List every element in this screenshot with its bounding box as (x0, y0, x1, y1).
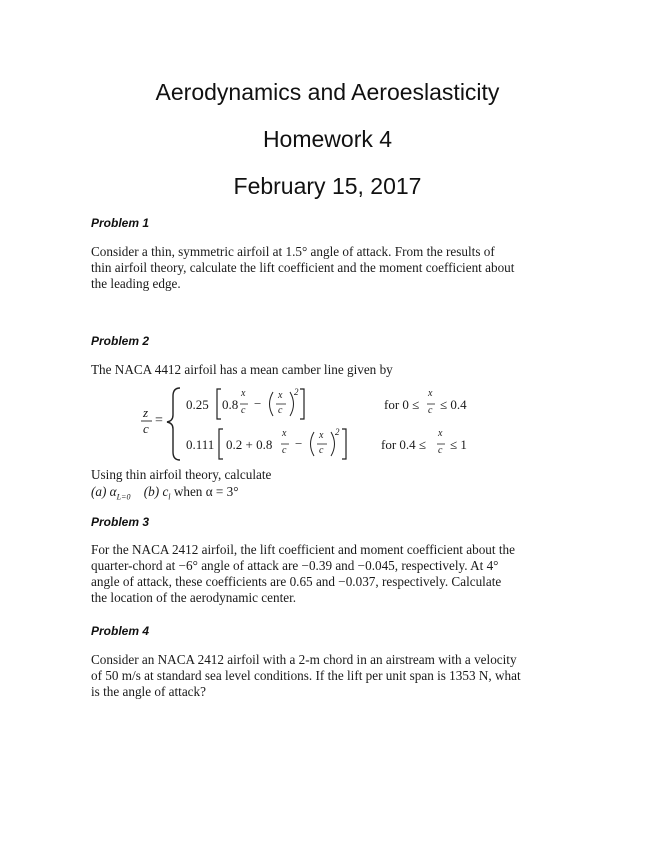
row2-exponent: 2 (335, 427, 340, 437)
part-a-subscript: L=0 (116, 492, 131, 502)
problem-2-heading: Problem 2 (91, 334, 150, 348)
row1-cond-den: c (428, 405, 433, 416)
row1-paren-left (270, 392, 274, 416)
row2-term: 0.2 + 0.8 (226, 437, 273, 452)
row1-exponent: 2 (294, 387, 299, 397)
problem-1-line: Consider a thin, symmetric airfoil at 1.5° angle of attack. From the results of (91, 244, 495, 259)
row2-cond-den: c (438, 445, 443, 456)
problem-1-line: the leading edge. (91, 276, 181, 291)
row2-minus: − (295, 436, 303, 451)
row2-paren-left (311, 432, 315, 456)
row1-frac2-num: x (278, 390, 283, 401)
row2-frac1-den: c (282, 445, 287, 456)
problem-3-line: quarter-chord at −6° angle of attack are −0.39 and −0.045, respectively. At 4° (91, 558, 499, 573)
row1-cond-post: ≤ 0.4 (440, 397, 467, 412)
row1-coef: 0.25 (186, 397, 209, 412)
part-b-rest: when α = 3° (170, 484, 239, 499)
row1-left-bracket (217, 389, 221, 419)
row1-frac1-num: x (241, 388, 246, 399)
problem-4-line: is the angle of attack? (91, 684, 206, 699)
eq-lhs-den: c (143, 421, 149, 436)
problem-3-heading: Problem 3 (91, 515, 150, 529)
row2-coef: 0.111 (186, 437, 215, 452)
problem-3-line: the location of the aerodynamic center. (91, 590, 297, 605)
row2-right-bracket (342, 429, 346, 459)
row1-minus: − (254, 396, 262, 411)
problem-1-heading: Problem 1 (91, 216, 150, 230)
row2-left-bracket (219, 429, 223, 459)
problem-3-text (91, 542, 531, 606)
eq-equals: = (155, 413, 163, 428)
row2-frac1-num: x (282, 428, 287, 439)
homework-number: Homework 4 (262, 126, 393, 152)
problem-4-heading: Problem 4 (91, 624, 150, 638)
row1-right-bracket (300, 389, 304, 419)
row1-frac1-den: c (241, 405, 246, 416)
problem-4-line: of 50 m/s at standard sea level conditions. If the lift per unit span is 1353 N, what (91, 668, 521, 683)
row2-frac2-den: c (319, 445, 324, 456)
piecewise-brace (167, 388, 180, 460)
row1-paren-right (290, 392, 294, 416)
row1-cond-pre: for 0 ≤ (384, 397, 420, 412)
row2-frac2-num: x (319, 430, 324, 441)
problem-3-line: angle of attack, these coefficients are 0.65 and −0.037, respectively. Calculate (91, 574, 502, 589)
row2-cond-pre: for 0.4 ≤ (381, 437, 427, 452)
row2-paren-right (331, 432, 335, 456)
problem-4-line: Consider an NACA 2412 airfoil with a 2-m chord in an airstream with a velocity (91, 652, 517, 667)
part-b: (b) c (143, 484, 169, 499)
problem-1-text (91, 244, 531, 292)
problem-2-after: Using thin airfoil theory, calculate (91, 467, 272, 482)
row2-cond-post: ≤ 1 (450, 437, 467, 452)
problem-1-line: thin airfoil theory, calculate the lift coefficient and the moment coefficient about (91, 260, 515, 275)
row1-cond-num: x (428, 388, 433, 399)
problem-2-intro: The NACA 4412 airfoil has a mean camber line given by (91, 362, 393, 377)
part-a: (a) α (91, 484, 117, 499)
row1-term: 0.8 (222, 397, 239, 412)
problem-2-parts (91, 484, 239, 502)
eq-lhs-num: z (143, 405, 149, 420)
part-b-subscript: l (168, 492, 171, 502)
row2-cond-num: x (438, 428, 443, 439)
row1-frac2-den: c (278, 405, 283, 416)
document-title: Aerodynamics and Aeroeslasticity (155, 79, 500, 105)
problem-4-text (91, 652, 531, 700)
problem-3-line: For the NACA 2412 airfoil, the lift coefficient and moment coefficient about the (91, 542, 515, 557)
date: February 15, 2017 (233, 173, 422, 199)
